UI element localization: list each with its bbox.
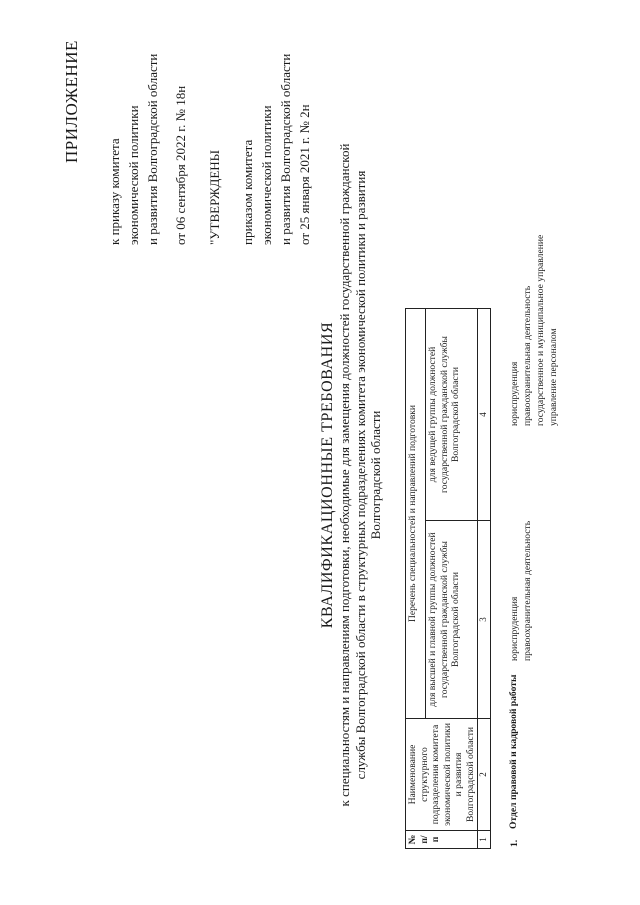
- order-date: от 06 сентября 2022 г. № 18н: [173, 85, 188, 245]
- col-index: 4: [478, 309, 491, 521]
- specialty-item: правоохранительная деятельность: [522, 520, 533, 661]
- approved-line: и развития Волгоградской области: [278, 53, 293, 245]
- order-line: и развития Волгоградской области: [145, 53, 160, 245]
- approved-line: от 25 января 2021 г. № 2н: [297, 104, 312, 245]
- approved-line: экономической политики: [259, 105, 274, 245]
- col-index: 3: [478, 521, 491, 719]
- title-sub-line: Волгоградской области: [368, 410, 383, 540]
- specialty-item: юриспруденция: [509, 361, 520, 426]
- group-header: Перечень специальностей и направлений подготовки: [406, 309, 426, 719]
- col-index: 1: [478, 831, 491, 849]
- title-sub-line: к специальностям и направлениям подготовки, необходимые для замещения должностей государственной гражданской: [337, 143, 352, 807]
- order-reference: [105, 5, 162, 245]
- document-title: [318, 135, 384, 815]
- order-line: к приказу комитета: [107, 138, 122, 245]
- approval-stamp-text: [205, 5, 314, 245]
- col-unit-header: Наименование структурного подразделения комитета экономической политики и развития Волгоградской области: [406, 719, 478, 831]
- approved-line: приказом комитета: [240, 139, 255, 245]
- specialty-item: государственное и муниципальное управление: [535, 234, 546, 426]
- approved-line: "УТВЕРЖДЕНЫ: [207, 149, 222, 245]
- col-index: 2: [478, 719, 491, 831]
- row-index: 1.: [509, 839, 520, 847]
- specialty-item: управление персоналом: [548, 328, 559, 426]
- col-senior-header: для высшей и главной группы должностей государственной гражданской службы Волгоградской области: [426, 521, 478, 719]
- order-line: экономической политики: [126, 105, 141, 245]
- row-leading-specialties: [508, 6, 560, 426]
- title-main: КВАЛИФИКАЦИОННЫЕ ТРЕБОВАНИЯ: [319, 321, 336, 629]
- col-number-header: № п/п: [406, 831, 478, 849]
- row-unit-name: Отдел правовой и кадровой работы: [508, 674, 519, 829]
- title-sub-line: службы Волгоградской области в структурных подразделениях комитета экономической политики и развития: [352, 170, 368, 780]
- requirements-table-header: [405, 308, 491, 849]
- appendix-heading: ПРИЛОЖЕНИЕ: [62, 40, 81, 163]
- specialty-item: юриспруденция: [509, 596, 520, 661]
- specialty-item: правоохранительная деятельность: [522, 285, 533, 426]
- col-leading-header: для ведущей группы должностей государственной гражданской службы Волгоградской области: [426, 309, 478, 521]
